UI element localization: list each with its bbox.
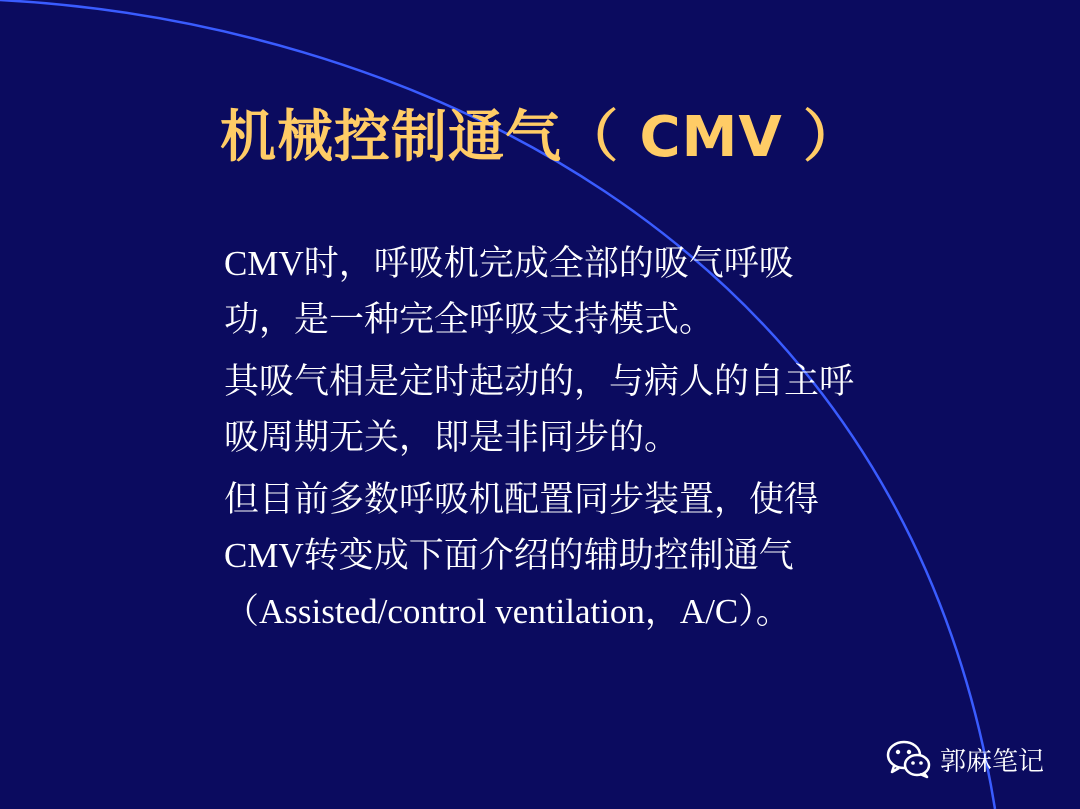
watermark	[886, 739, 1044, 779]
wechat-icon	[886, 739, 932, 779]
text-line: CMV时，呼吸机完成全部的吸气呼吸	[224, 244, 794, 283]
paragraph-1	[224, 236, 1014, 348]
watermark-text: 郭麻笔记	[939, 746, 1044, 777]
text-line: 功，是一种完全呼吸支持模式。	[224, 300, 715, 339]
slide-body	[224, 236, 1014, 646]
slide-title: 机械控制通气（ CMV ）	[220, 105, 861, 170]
text-line: 其吸气相是定时起动的，与病人的自主呼	[224, 362, 855, 401]
paragraph-3	[224, 472, 1014, 640]
text-line: 但目前多数呼吸机配置同步装置，使得	[224, 480, 820, 519]
paragraph-2	[224, 354, 1014, 466]
text-line: 吸周期无关，即是非同步的。	[224, 418, 680, 457]
text-line: CMV转变成下面介绍的辅助控制通气	[224, 536, 794, 575]
text-line: （Assisted/control ventilation，A/C）。	[224, 592, 791, 631]
